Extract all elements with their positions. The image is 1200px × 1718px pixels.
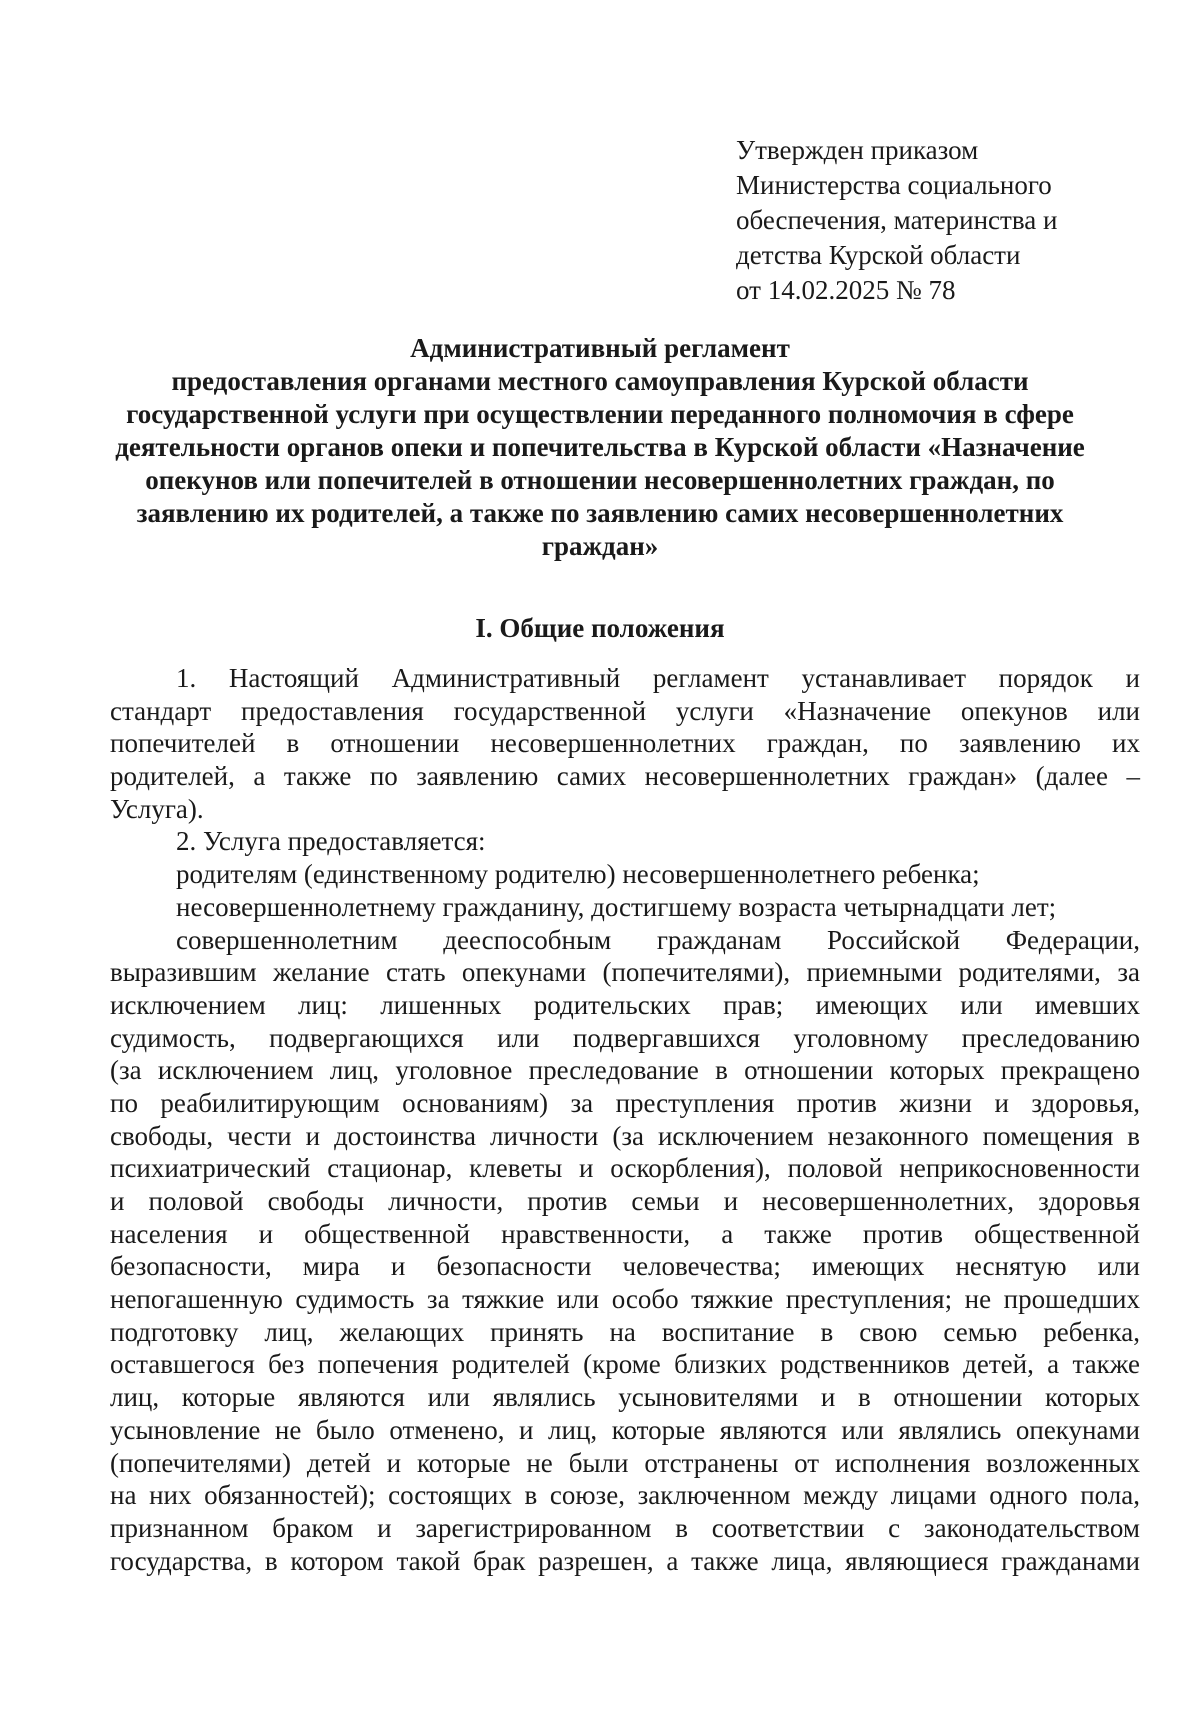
body-line: признанном браком и зарегистрированном в соответствии с законодательством: [110, 1512, 1140, 1543]
body-line: усыновление не было отменено, и лиц, которые являются или являлись опекунами: [110, 1414, 1140, 1445]
title-line: предоставления органами местного самоуправления Курской области: [171, 366, 1029, 396]
body-text: [110, 662, 1140, 1577]
body-line: населения и общественной нравственности, а также против общественной: [110, 1218, 1140, 1249]
approval-line: от 14.02.2025 № 78: [736, 275, 956, 305]
title-line: граждан»: [541, 531, 659, 561]
body-line: Услуга).: [110, 793, 204, 824]
body-line: оставшегося без попечения родителей (кроме близких родственников детей, а также: [110, 1349, 1140, 1380]
body-line: свободы, чести и достоинства личности (за исключением незаконного помещения в: [110, 1120, 1140, 1151]
body-line: 1. Настоящий Административный регламент устанавливает порядок и: [176, 663, 1140, 693]
approval-line: обеспечения, материнства и: [736, 205, 1058, 235]
body-line: родителей, а также по заявлению самих несовершеннолетних граждан» (далее –: [110, 761, 1140, 792]
body-line: государства, в котором такой брак разрешен, а также лица, являющиеся гражданами: [110, 1545, 1140, 1576]
title-line: Административный регламент: [410, 333, 790, 363]
body-line: выразившим желание стать опекунами (попечителями), приемными родителями, за: [110, 957, 1140, 988]
body-line: (за исключением лиц, уголовное преследование в отношении которых прекращено: [110, 1055, 1140, 1086]
body-line: психиатрический стационар, клеветы и оскорбления), половой неприкосновенности: [110, 1153, 1140, 1184]
body-line: судимость, подвергающихся или подвергавшихся уголовному преследованию: [110, 1022, 1140, 1053]
approval-block: [736, 133, 1156, 308]
body-line: безопасности, мира и безопасности человечества; имеющих неснятую или: [110, 1251, 1140, 1282]
document-title: [100, 332, 1100, 563]
title-line: заявлению их родителей, а также по заявлению самих несовершеннолетних: [136, 498, 1064, 528]
body-line: подготовку лиц, желающих принять на воспитание в свою семью ребенка,: [110, 1316, 1140, 1347]
body-line: стандарт предоставления государственной услуги «Назначение опекунов или: [110, 695, 1140, 726]
body-line: непогашенную судимость за тяжкие или особо тяжкие преступления; не прошедших: [110, 1284, 1140, 1315]
approval-line: детства Курской области: [736, 240, 1021, 270]
approval-line: Утвержден приказом: [736, 135, 979, 165]
body-line: на них обязанностей); состоящих в союзе, заключенном между лицами одного пола,: [110, 1480, 1140, 1511]
title-line: деятельности органов опеки и попечительства в Курской области «Назначение: [115, 432, 1085, 462]
title-line: опекунов или попечителей в отношении несовершеннолетних граждан, по: [145, 465, 1055, 495]
body-line: исключением лиц: лишенных родительских прав; имеющих или имевших: [110, 989, 1140, 1020]
body-line: попечителей в отношении несовершеннолетних граждан, по заявлению их: [110, 728, 1140, 759]
body-line: (попечителями) детей и которые не были отстранены от исполнения возложенных: [110, 1447, 1140, 1478]
body-line: 2. Услуга предоставляется:: [176, 826, 486, 857]
body-line: и половой свободы личности, против семьи и несовершеннолетних, здоровья: [110, 1186, 1140, 1216]
body-line: лиц, которые являются или являлись усыновителями и в отношении которых: [110, 1382, 1140, 1413]
body-line: по реабилитирующим основаниям) за преступления против жизни и здоровья,: [110, 1087, 1140, 1118]
body-line: совершеннолетним дееспособным гражданам Российской Федерации,: [176, 924, 1140, 955]
approval-line: Министерства социального: [736, 170, 1052, 200]
title-line: государственной услуги при осуществлении переданного полномочия в сфере: [126, 399, 1074, 429]
section-heading: I. Общие положения: [475, 613, 725, 643]
body-line: родителям (единственному родителю) несовершеннолетнего ребенка;: [176, 859, 980, 890]
body-line: несовершеннолетнему гражданину, достигшему возраста четырнадцати лет;: [176, 891, 1057, 922]
